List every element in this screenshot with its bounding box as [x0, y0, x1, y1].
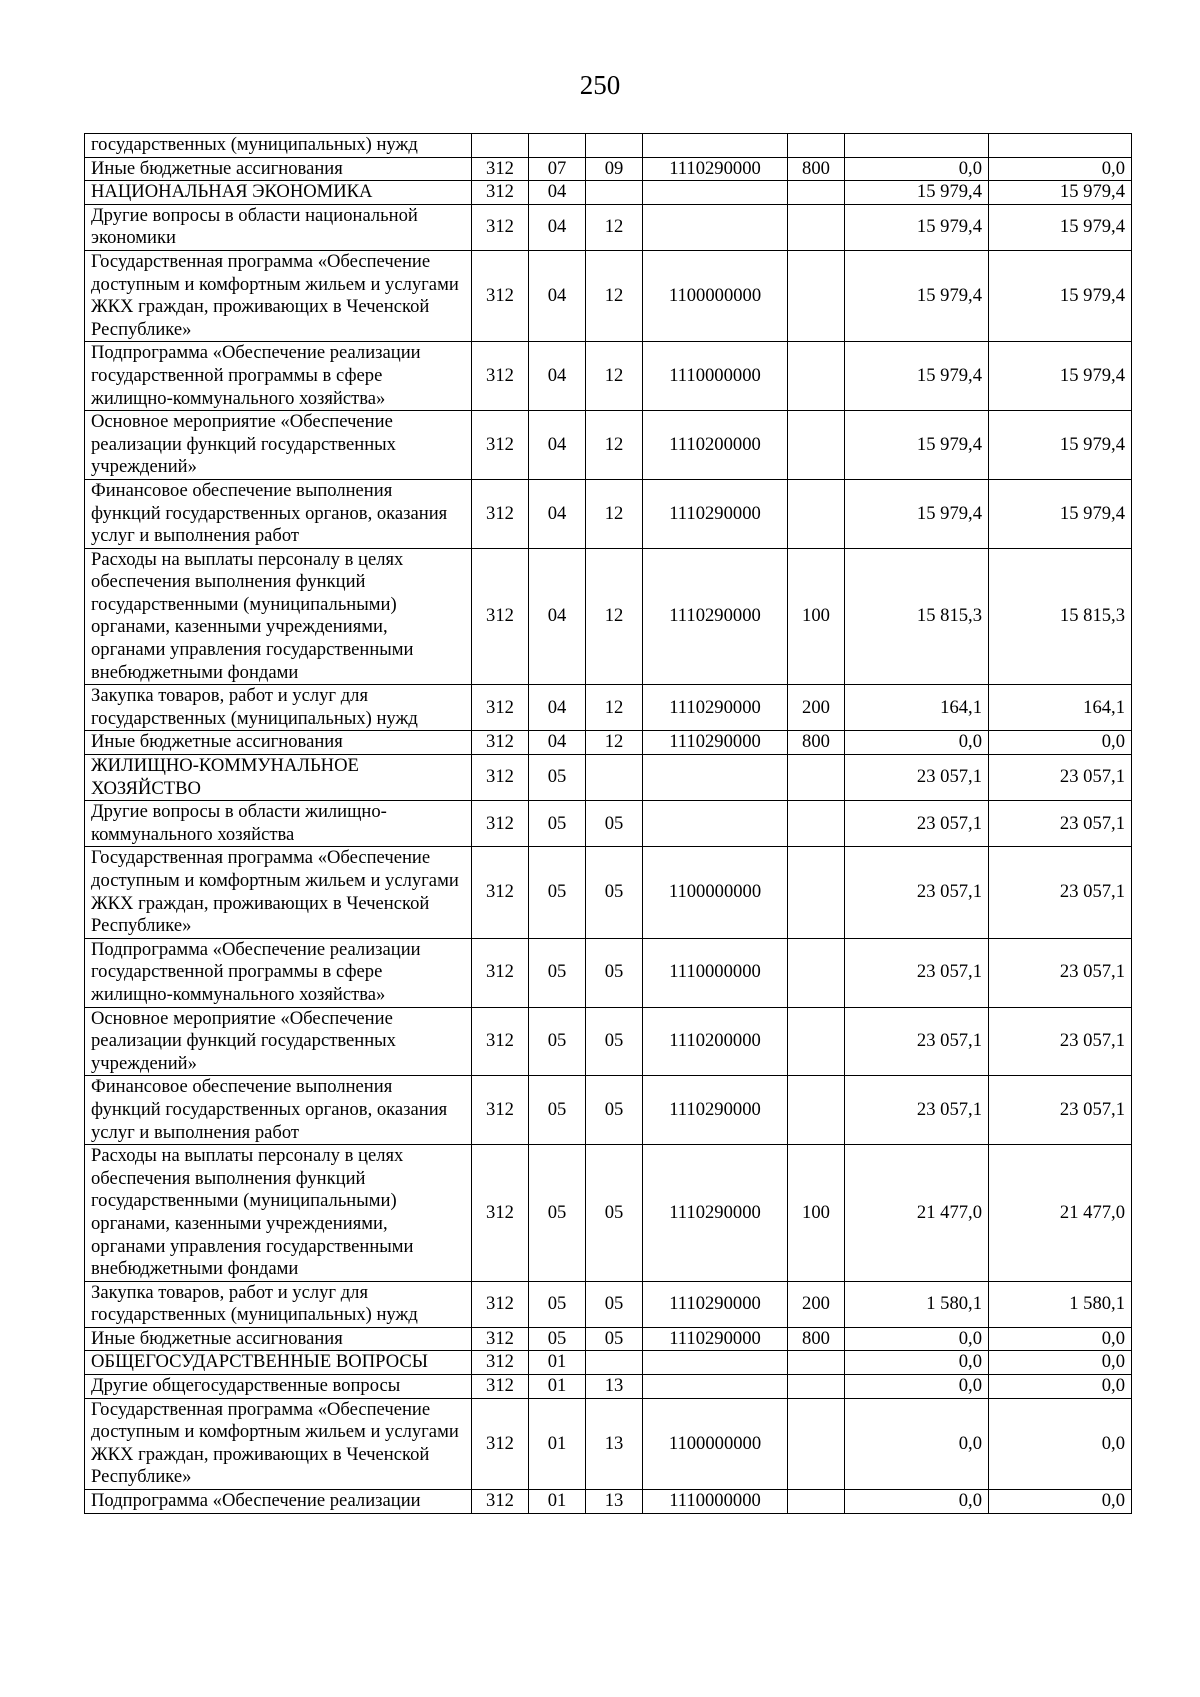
expense-type-cell: 100 — [788, 1145, 845, 1282]
table-row — [85, 548, 1132, 685]
ved-code-cell: 312 — [472, 1281, 529, 1327]
ved-code-cell — [472, 134, 529, 158]
expense-type-cell — [788, 801, 845, 847]
table-row — [85, 801, 1132, 847]
subsection-code-cell: 05 — [586, 1281, 643, 1327]
target-article-cell: 1110290000 — [643, 1327, 788, 1351]
subsection-code-cell: 05 — [586, 801, 643, 847]
section-code-cell: 05 — [529, 938, 586, 1007]
target-article-cell: 1100000000 — [643, 250, 788, 341]
section-code-cell: 01 — [529, 1375, 586, 1399]
row-name-cell: Подпрограмма «Обеспечение реализации государственной программы в сфере жилищно-коммунального хозяйства» — [85, 342, 472, 411]
target-article-cell — [643, 204, 788, 250]
target-article-cell: 1110000000 — [643, 938, 788, 1007]
amount-cell-1: 15 979,4 — [845, 479, 989, 548]
table-body — [85, 134, 1132, 1514]
section-code-cell: 01 — [529, 1351, 586, 1375]
expense-type-cell — [788, 479, 845, 548]
table-row — [85, 1351, 1132, 1375]
expense-type-cell — [788, 1076, 845, 1145]
amount-cell-2: 15 979,4 — [989, 479, 1132, 548]
row-name-cell: Иные бюджетные ассигнования — [85, 1327, 472, 1351]
amount-cell-2: 15 979,4 — [989, 342, 1132, 411]
target-article-cell — [643, 181, 788, 205]
amount-cell-2: 0,0 — [989, 1351, 1132, 1375]
amount-cell-2: 0,0 — [989, 731, 1132, 755]
row-name-cell: Финансовое обеспечение выполнения функций государственных органов, оказания услуг и выполнения работ — [85, 479, 472, 548]
target-article-cell: 1110290000 — [643, 157, 788, 181]
row-name-cell: Другие общегосударственные вопросы — [85, 1375, 472, 1399]
amount-cell-2: 0,0 — [989, 1398, 1132, 1489]
subsection-code-cell: 12 — [586, 250, 643, 341]
target-article-cell — [643, 134, 788, 158]
subsection-code-cell: 13 — [586, 1375, 643, 1399]
ved-code-cell: 312 — [472, 411, 529, 480]
target-article-cell: 1110290000 — [643, 685, 788, 731]
expense-type-cell — [788, 1351, 845, 1375]
amount-cell-2: 21 477,0 — [989, 1145, 1132, 1282]
table-row — [85, 1007, 1132, 1076]
expense-type-cell — [788, 1398, 845, 1489]
amount-cell-2: 15 979,4 — [989, 181, 1132, 205]
section-code-cell: 04 — [529, 479, 586, 548]
section-code-cell: 05 — [529, 1281, 586, 1327]
ved-code-cell: 312 — [472, 1351, 529, 1375]
ved-code-cell: 312 — [472, 548, 529, 685]
subsection-code-cell — [586, 181, 643, 205]
row-name-cell: Государственная программа «Обеспечение доступным и комфортным жильем и услугами ЖКХ граждан, проживающих в Чеченской Республике» — [85, 1398, 472, 1489]
section-code-cell: 01 — [529, 1490, 586, 1514]
expense-type-cell: 800 — [788, 1327, 845, 1351]
expense-type-cell: 800 — [788, 731, 845, 755]
subsection-code-cell: 13 — [586, 1398, 643, 1489]
amount-cell-2: 23 057,1 — [989, 847, 1132, 938]
row-name-cell: Иные бюджетные ассигнования — [85, 157, 472, 181]
section-code-cell: 07 — [529, 157, 586, 181]
row-name-cell: ОБЩЕГОСУДАРСТВЕННЫЕ ВОПРОСЫ — [85, 1351, 472, 1375]
subsection-code-cell: 09 — [586, 157, 643, 181]
subsection-code-cell — [586, 134, 643, 158]
amount-cell-1: 23 057,1 — [845, 1076, 989, 1145]
table-row — [85, 1398, 1132, 1489]
expense-type-cell — [788, 1007, 845, 1076]
ved-code-cell: 312 — [472, 1145, 529, 1282]
amount-cell-1: 23 057,1 — [845, 1007, 989, 1076]
expense-type-cell — [788, 755, 845, 801]
row-name-cell: Подпрограмма «Обеспечение реализации — [85, 1490, 472, 1514]
section-code-cell — [529, 134, 586, 158]
row-name-cell: Государственная программа «Обеспечение доступным и комфортным жильем и услугами ЖКХ граждан, проживающих в Чеченской Республике» — [85, 250, 472, 341]
expense-type-cell: 200 — [788, 1281, 845, 1327]
table-row — [85, 250, 1132, 341]
amount-cell-1: 23 057,1 — [845, 847, 989, 938]
target-article-cell: 1110290000 — [643, 1281, 788, 1327]
amount-cell-1: 0,0 — [845, 1375, 989, 1399]
amount-cell-2: 164,1 — [989, 685, 1132, 731]
table-row — [85, 1375, 1132, 1399]
row-name-cell: ЖИЛИЩНО-КОММУНАЛЬНОЕ ХОЗЯЙСТВО — [85, 755, 472, 801]
expense-type-cell — [788, 847, 845, 938]
amount-cell-1: 15 979,4 — [845, 204, 989, 250]
expense-type-cell — [788, 411, 845, 480]
ved-code-cell: 312 — [472, 157, 529, 181]
section-code-cell: 05 — [529, 1145, 586, 1282]
target-article-cell: 1110290000 — [643, 548, 788, 685]
expense-type-cell: 800 — [788, 157, 845, 181]
expense-type-cell — [788, 204, 845, 250]
subsection-code-cell: 12 — [586, 204, 643, 250]
amount-cell-2: 23 057,1 — [989, 1007, 1132, 1076]
section-code-cell: 04 — [529, 685, 586, 731]
subsection-code-cell: 12 — [586, 479, 643, 548]
budget-table — [84, 133, 1132, 1514]
amount-cell-1: 0,0 — [845, 1351, 989, 1375]
table-row — [85, 1145, 1132, 1282]
amount-cell-1: 23 057,1 — [845, 801, 989, 847]
target-article-cell: 1110200000 — [643, 411, 788, 480]
target-article-cell — [643, 1375, 788, 1399]
amount-cell-1: 15 979,4 — [845, 411, 989, 480]
expense-type-cell — [788, 1375, 845, 1399]
amount-cell-1: 0,0 — [845, 731, 989, 755]
table-row — [85, 755, 1132, 801]
table-row — [85, 938, 1132, 1007]
table-row — [85, 479, 1132, 548]
subsection-code-cell: 12 — [586, 342, 643, 411]
row-name-cell: Финансовое обеспечение выполнения функций государственных органов, оказания услуг и выполнения работ — [85, 1076, 472, 1145]
section-code-cell: 05 — [529, 1327, 586, 1351]
target-article-cell: 1110290000 — [643, 731, 788, 755]
table-row — [85, 847, 1132, 938]
amount-cell-1: 15 815,3 — [845, 548, 989, 685]
amount-cell-1: 0,0 — [845, 1398, 989, 1489]
ved-code-cell: 312 — [472, 250, 529, 341]
expense-type-cell: 200 — [788, 685, 845, 731]
ved-code-cell: 312 — [472, 181, 529, 205]
section-code-cell: 04 — [529, 342, 586, 411]
row-name-cell: Закупка товаров, работ и услуг для государственных (муниципальных) нужд — [85, 685, 472, 731]
expense-type-cell: 100 — [788, 548, 845, 685]
expense-type-cell — [788, 938, 845, 1007]
subsection-code-cell: 05 — [586, 1145, 643, 1282]
section-code-cell: 05 — [529, 1076, 586, 1145]
amount-cell-2: 15 979,4 — [989, 204, 1132, 250]
amount-cell-2: 15 979,4 — [989, 411, 1132, 480]
ved-code-cell: 312 — [472, 204, 529, 250]
target-article-cell: 1110000000 — [643, 342, 788, 411]
section-code-cell: 04 — [529, 204, 586, 250]
subsection-code-cell: 12 — [586, 411, 643, 480]
table-row — [85, 685, 1132, 731]
row-name-cell: Закупка товаров, работ и услуг для государственных (муниципальных) нужд — [85, 1281, 472, 1327]
amount-cell-2: 15 815,3 — [989, 548, 1132, 685]
ved-code-cell: 312 — [472, 847, 529, 938]
amount-cell-1: 164,1 — [845, 685, 989, 731]
row-name-cell: Расходы на выплаты персоналу в целях обеспечения выполнения функций государственными (муниципальными) органами, казенными учреждениями, органами управления государственными внебюджетными фондами — [85, 548, 472, 685]
ved-code-cell: 312 — [472, 755, 529, 801]
target-article-cell: 1110290000 — [643, 1076, 788, 1145]
subsection-code-cell: 12 — [586, 685, 643, 731]
subsection-code-cell: 12 — [586, 731, 643, 755]
subsection-code-cell — [586, 755, 643, 801]
ved-code-cell: 312 — [472, 1076, 529, 1145]
subsection-code-cell — [586, 1351, 643, 1375]
table-row — [85, 1490, 1132, 1514]
subsection-code-cell: 05 — [586, 938, 643, 1007]
section-code-cell: 01 — [529, 1398, 586, 1489]
ved-code-cell: 312 — [472, 342, 529, 411]
amount-cell-1: 0,0 — [845, 1327, 989, 1351]
table-row — [85, 181, 1132, 205]
ved-code-cell: 312 — [472, 731, 529, 755]
row-name-cell: Основное мероприятие «Обеспечение реализации функций государственных учреждений» — [85, 1007, 472, 1076]
amount-cell-1: 15 979,4 — [845, 342, 989, 411]
target-article-cell — [643, 801, 788, 847]
ved-code-cell: 312 — [472, 1398, 529, 1489]
row-name-cell: Расходы на выплаты персоналу в целях обеспечения выполнения функций государственными (муниципальными) органами, казенными учреждениями, органами управления государственными внебюджетными фондами — [85, 1145, 472, 1282]
subsection-code-cell: 05 — [586, 1327, 643, 1351]
row-name-cell: НАЦИОНАЛЬНАЯ ЭКОНОМИКА — [85, 181, 472, 205]
target-article-cell: 1100000000 — [643, 1398, 788, 1489]
row-name-cell: государственных (муниципальных) нужд — [85, 134, 472, 158]
amount-cell-2: 15 979,4 — [989, 250, 1132, 341]
amount-cell-1: 23 057,1 — [845, 755, 989, 801]
section-code-cell: 04 — [529, 548, 586, 685]
amount-cell-2: 0,0 — [989, 1327, 1132, 1351]
amount-cell-1: 0,0 — [845, 1490, 989, 1514]
ved-code-cell: 312 — [472, 1007, 529, 1076]
amount-cell-1 — [845, 134, 989, 158]
table-row — [85, 342, 1132, 411]
subsection-code-cell: 05 — [586, 847, 643, 938]
section-code-cell: 04 — [529, 411, 586, 480]
target-article-cell: 1110290000 — [643, 479, 788, 548]
ved-code-cell: 312 — [472, 685, 529, 731]
section-code-cell: 05 — [529, 1007, 586, 1076]
row-name-cell: Иные бюджетные ассигнования — [85, 731, 472, 755]
target-article-cell: 1110000000 — [643, 1490, 788, 1514]
table-row — [85, 157, 1132, 181]
expense-type-cell — [788, 134, 845, 158]
expense-type-cell — [788, 1490, 845, 1514]
ved-code-cell: 312 — [472, 1375, 529, 1399]
amount-cell-1: 23 057,1 — [845, 938, 989, 1007]
amount-cell-2: 0,0 — [989, 1375, 1132, 1399]
section-code-cell: 04 — [529, 181, 586, 205]
amount-cell-2: 23 057,1 — [989, 755, 1132, 801]
amount-cell-2: 0,0 — [989, 1490, 1132, 1514]
row-name-cell: Другие вопросы в области национальной экономики — [85, 204, 472, 250]
subsection-code-cell: 12 — [586, 548, 643, 685]
subsection-code-cell: 05 — [586, 1007, 643, 1076]
amount-cell-2: 23 057,1 — [989, 1076, 1132, 1145]
table-row — [85, 1281, 1132, 1327]
table-row — [85, 204, 1132, 250]
row-name-cell: Подпрограмма «Обеспечение реализации государственной программы в сфере жилищно-коммунального хозяйства» — [85, 938, 472, 1007]
row-name-cell: Другие вопросы в области жилищно-коммунального хозяйства — [85, 801, 472, 847]
amount-cell-2 — [989, 134, 1132, 158]
amount-cell-2: 1 580,1 — [989, 1281, 1132, 1327]
target-article-cell — [643, 1351, 788, 1375]
ved-code-cell: 312 — [472, 801, 529, 847]
section-code-cell: 05 — [529, 755, 586, 801]
amount-cell-1: 21 477,0 — [845, 1145, 989, 1282]
amount-cell-2: 23 057,1 — [989, 801, 1132, 847]
amount-cell-1: 15 979,4 — [845, 250, 989, 341]
table-row — [85, 1327, 1132, 1351]
expense-type-cell — [788, 181, 845, 205]
amount-cell-2: 23 057,1 — [989, 938, 1132, 1007]
subsection-code-cell: 05 — [586, 1076, 643, 1145]
section-code-cell: 04 — [529, 731, 586, 755]
row-name-cell: Государственная программа «Обеспечение доступным и комфортным жильем и услугами ЖКХ граждан, проживающих в Чеченской Республике» — [85, 847, 472, 938]
amount-cell-1: 0,0 — [845, 157, 989, 181]
table-row — [85, 134, 1132, 158]
page-number: 250 — [579, 70, 621, 100]
target-article-cell — [643, 755, 788, 801]
table-row — [85, 411, 1132, 480]
ved-code-cell: 312 — [472, 1490, 529, 1514]
section-code-cell: 05 — [529, 801, 586, 847]
ved-code-cell: 312 — [472, 1327, 529, 1351]
subsection-code-cell: 13 — [586, 1490, 643, 1514]
expense-type-cell — [788, 250, 845, 341]
section-code-cell: 05 — [529, 847, 586, 938]
ved-code-cell: 312 — [472, 479, 529, 548]
section-code-cell: 04 — [529, 250, 586, 341]
ved-code-cell: 312 — [472, 938, 529, 1007]
target-article-cell: 1110200000 — [643, 1007, 788, 1076]
row-name-cell: Основное мероприятие «Обеспечение реализации функций государственных учреждений» — [85, 411, 472, 480]
target-article-cell: 1100000000 — [643, 847, 788, 938]
table-row — [85, 1076, 1132, 1145]
table-row — [85, 731, 1132, 755]
target-article-cell: 1110290000 — [643, 1145, 788, 1282]
expense-type-cell — [788, 342, 845, 411]
amount-cell-1: 1 580,1 — [845, 1281, 989, 1327]
amount-cell-1: 15 979,4 — [845, 181, 989, 205]
amount-cell-2: 0,0 — [989, 157, 1132, 181]
